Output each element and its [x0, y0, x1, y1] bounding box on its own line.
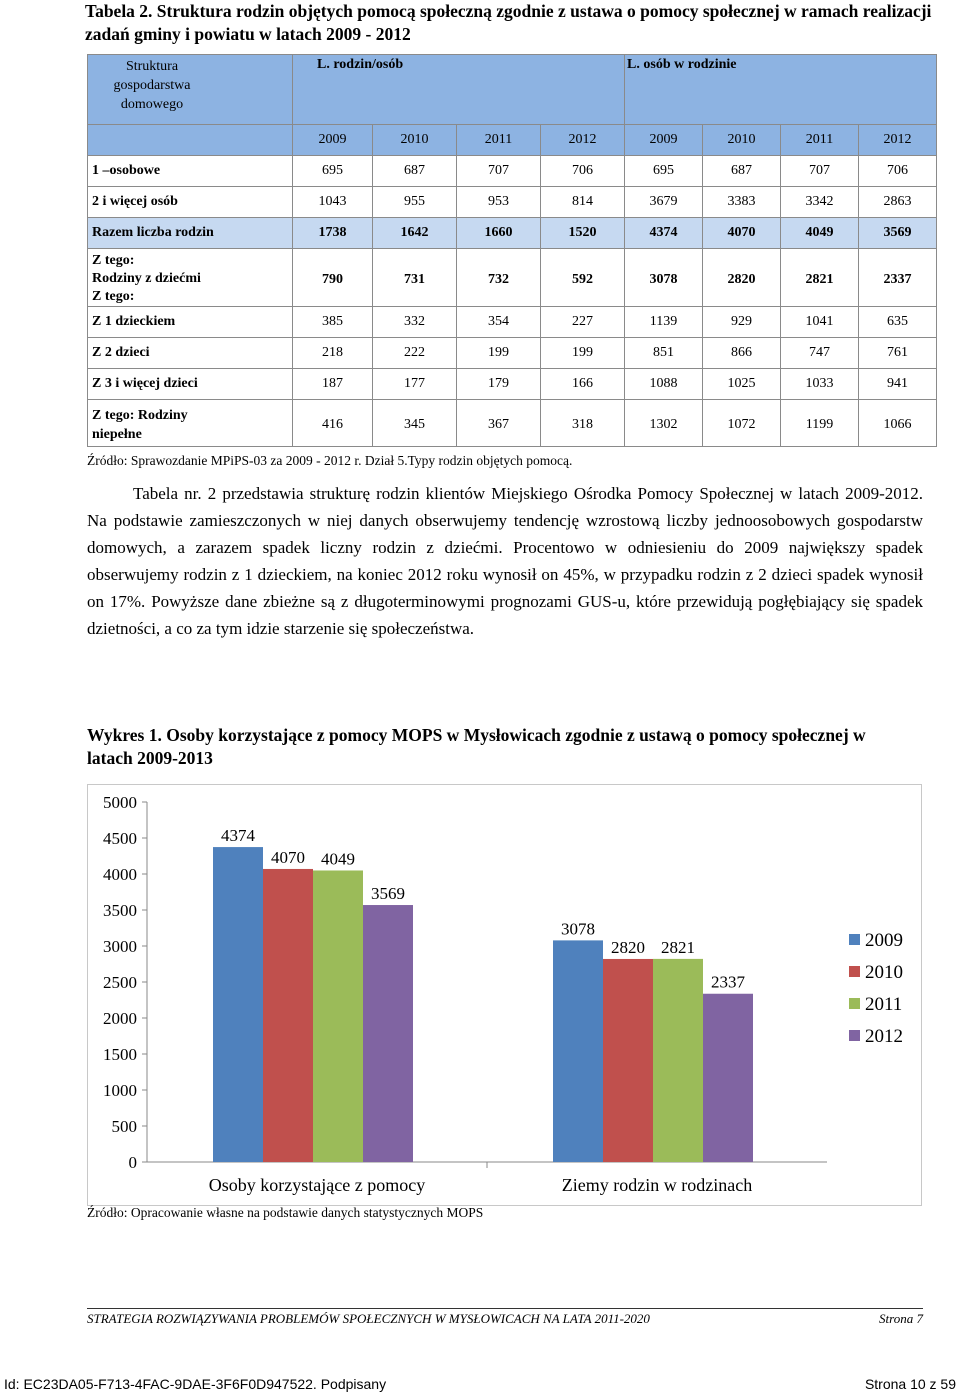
bar-2012 [363, 905, 413, 1162]
bar-2009 [213, 847, 263, 1162]
y-tick-label: 500 [111, 1117, 137, 1136]
cell: 2821 [781, 249, 859, 307]
cell: 1025 [703, 369, 781, 400]
cell: 1072 [703, 400, 781, 447]
bar-value-label: 2820 [611, 937, 645, 957]
cell: 955 [373, 187, 457, 218]
cell: 1139 [625, 307, 703, 338]
cell: 1660 [457, 218, 541, 249]
header-structure-label: Struktura gospodarstwa domowego [88, 55, 293, 125]
table-source: Źródło: Sprawozdanie MPiPS-03 za 2009 - 2012 r. Dział 5.Typy rodzin objętych pomocą. [87, 453, 573, 468]
cell: 199 [457, 338, 541, 369]
cell: 218 [293, 338, 373, 369]
bar-value-label: 4070 [271, 847, 305, 867]
header-year: 2011 [457, 125, 541, 156]
cell: 953 [457, 187, 541, 218]
bar-2009 [553, 940, 603, 1162]
bar-value-label: 3078 [561, 919, 595, 939]
cell: 318 [541, 400, 625, 447]
cell: 3569 [859, 218, 937, 249]
cell: 747 [781, 338, 859, 369]
body-paragraph: Tabela nr. 2 przedstawia strukturę rodzin klientów Miejskiego Ośrodka Pomocy Społecznej w latach 2009-2012. Na podstawie zamieszczonych w niej danych obserwujemy tendencję wzrostową liczby jednoosobowych gospodarstw domowych, a zarazem spadek liczny rodzin z dziećmi. Procentowo w odniesieniu do 2009 największy spadek obserwujemy rodzin z 1 dzieckiem, na koniec 2012 roku wynosił on 45%, w przypadku rodzin z 2 dzieci spadek wynosił on 17%. Powyższe dane zbieżne są z długoterminowymi prognozami GUS-u, które przewidują pogłębiający się spadek dzietności, a co za tym idzie starzenie się społeczeństwa. [87, 484, 923, 638]
x-category-label: Osoby korzystające z pomocy [208, 1175, 426, 1195]
cell: 2337 [859, 249, 937, 307]
cell: 227 [541, 307, 625, 338]
bar-value-label: 2337 [711, 972, 745, 992]
table-row-total [88, 218, 937, 249]
header-group-families: L. rodzin/osób [293, 55, 625, 125]
cell: 385 [293, 307, 373, 338]
header-year: 2009 [293, 125, 373, 156]
header-year: 2011 [781, 125, 859, 156]
cell: 1738 [293, 218, 373, 249]
legend-swatch [849, 966, 860, 977]
row-label: 2 i więcej osób [88, 187, 293, 218]
cell: 695 [625, 156, 703, 187]
cell: 1033 [781, 369, 859, 400]
bar-value-label: 2821 [661, 937, 695, 957]
cell: 790 [293, 249, 373, 307]
header-year: 2009 [625, 125, 703, 156]
cell: 635 [859, 307, 937, 338]
cell: 1041 [781, 307, 859, 338]
cell: 3383 [703, 187, 781, 218]
chart-source: Źródło: Opracowanie własne na podstawie danych statystycznych MOPS [87, 1205, 484, 1220]
bar-2012 [703, 994, 753, 1162]
row-label: Z 2 dzieci [88, 338, 293, 369]
header-group-persons: L. osób w rodzinie [625, 55, 937, 125]
page-count: Strona 10 z 59 [864, 1376, 956, 1392]
x-category-label: Ziemy rodzin w rodzinach [561, 1175, 753, 1195]
cell: 4374 [625, 218, 703, 249]
header-year: 2010 [703, 125, 781, 156]
cell: 179 [457, 369, 541, 400]
y-tick-label: 3500 [103, 901, 137, 920]
document-id: Id: EC23DA05-F713-4FAC-9DAE-3F6F0D947522. Podpisany [4, 1376, 387, 1392]
cell: 732 [457, 249, 541, 307]
cell: 1199 [781, 400, 859, 447]
table-row [88, 187, 937, 218]
cell: 332 [373, 307, 457, 338]
cell: 416 [293, 400, 373, 447]
cell: 814 [541, 187, 625, 218]
footer-page: Strona 7 [879, 1311, 923, 1326]
legend-label: 2011 [865, 994, 903, 1015]
footer-rule [87, 1308, 923, 1309]
cell: 1642 [373, 218, 457, 249]
header-years-row [88, 125, 937, 156]
cell: 2820 [703, 249, 781, 307]
y-tick-label: 1000 [103, 1081, 137, 1100]
legend-swatch [849, 998, 860, 1009]
cell: 1520 [541, 218, 625, 249]
table-row [88, 156, 937, 187]
row-label: Z 1 dzieckiem [88, 307, 293, 338]
row-label: Z tego: Rodziny z dziećmi Z tego: [88, 249, 293, 307]
bar-2011 [313, 870, 363, 1162]
cell: 706 [859, 156, 937, 187]
cell: 177 [373, 369, 457, 400]
y-tick-label: 5000 [103, 793, 137, 812]
cell: 929 [703, 307, 781, 338]
table-row [88, 307, 937, 338]
y-tick-label: 3000 [103, 937, 137, 956]
footer-title: STRATEGIA ROZWIĄZYWANIA PROBLEMÓW SPOŁECZNYCH W MYSŁOWICACH NA LATA 2011-2020 [87, 1311, 650, 1326]
cell: 354 [457, 307, 541, 338]
cell: 3679 [625, 187, 703, 218]
cell: 695 [293, 156, 373, 187]
cell: 687 [703, 156, 781, 187]
cell: 866 [703, 338, 781, 369]
cell: 941 [859, 369, 937, 400]
row-label: 1 –osobowe [88, 156, 293, 187]
table-title: Tabela 2. Struktura rodzin objętych pomocą społeczną zgodnie z ustawa o pomocy społecznej w ramach realizacji zadań gminy i powiatu w latach 2009 - 2012 [85, 1, 932, 44]
y-tick-label: 4000 [103, 865, 137, 884]
table-row [88, 249, 937, 307]
legend-swatch [849, 1030, 860, 1041]
cell: 1302 [625, 400, 703, 447]
bar-value-label: 3569 [371, 884, 405, 904]
legend-label: 2010 [865, 962, 903, 983]
page-footer [87, 1311, 923, 1327]
cell: 761 [859, 338, 937, 369]
cell: 3078 [625, 249, 703, 307]
cell: 4070 [703, 218, 781, 249]
legend-label: 2009 [865, 930, 903, 951]
y-tick-label: 2500 [103, 973, 137, 992]
row-label: Z 3 i więcej dzieci [88, 369, 293, 400]
table-row [88, 338, 937, 369]
chart-title: Wykres 1. Osoby korzystające z pomocy MOPS w Mysłowicach zgodnie z ustawą o pomocy społecznej w latach 2009-2013 [87, 725, 866, 768]
y-tick-label: 4500 [103, 829, 137, 848]
cell: 367 [457, 400, 541, 447]
cell: 222 [373, 338, 457, 369]
cell: 199 [541, 338, 625, 369]
cell: 2863 [859, 187, 937, 218]
cell: 1043 [293, 187, 373, 218]
cell: 706 [541, 156, 625, 187]
bar-chart [87, 784, 922, 1206]
header-year: 2012 [859, 125, 937, 156]
y-tick-label: 1500 [103, 1045, 137, 1064]
cell: 707 [781, 156, 859, 187]
cell: 592 [541, 249, 625, 307]
cell: 707 [457, 156, 541, 187]
cell: 731 [373, 249, 457, 307]
legend-label: 2012 [865, 1026, 903, 1047]
chart-frame [88, 785, 922, 1206]
cell: 345 [373, 400, 457, 447]
cell: 851 [625, 338, 703, 369]
cell: 3342 [781, 187, 859, 218]
y-tick-label: 2000 [103, 1009, 137, 1028]
header-year: 2012 [541, 125, 625, 156]
cell: 687 [373, 156, 457, 187]
cell: 187 [293, 369, 373, 400]
table-row [88, 400, 937, 447]
bar-value-label: 4374 [221, 826, 255, 846]
family-structure-table [87, 54, 937, 447]
y-tick-label: 0 [128, 1153, 137, 1172]
table-row [88, 369, 937, 400]
cell: 1088 [625, 369, 703, 400]
signature-id-line [4, 1376, 956, 1392]
header-year: 2010 [373, 125, 457, 156]
bar-2011 [653, 959, 703, 1162]
row-label: Z tego: Rodziny niepełne [88, 400, 293, 447]
bar-2010 [603, 959, 653, 1162]
bar-2010 [263, 869, 313, 1162]
legend-swatch [849, 934, 860, 945]
cell: 166 [541, 369, 625, 400]
row-label: Razem liczba rodzin [88, 218, 293, 249]
cell: 4049 [781, 218, 859, 249]
cell: 1066 [859, 400, 937, 447]
bar-value-label: 4049 [321, 849, 355, 869]
